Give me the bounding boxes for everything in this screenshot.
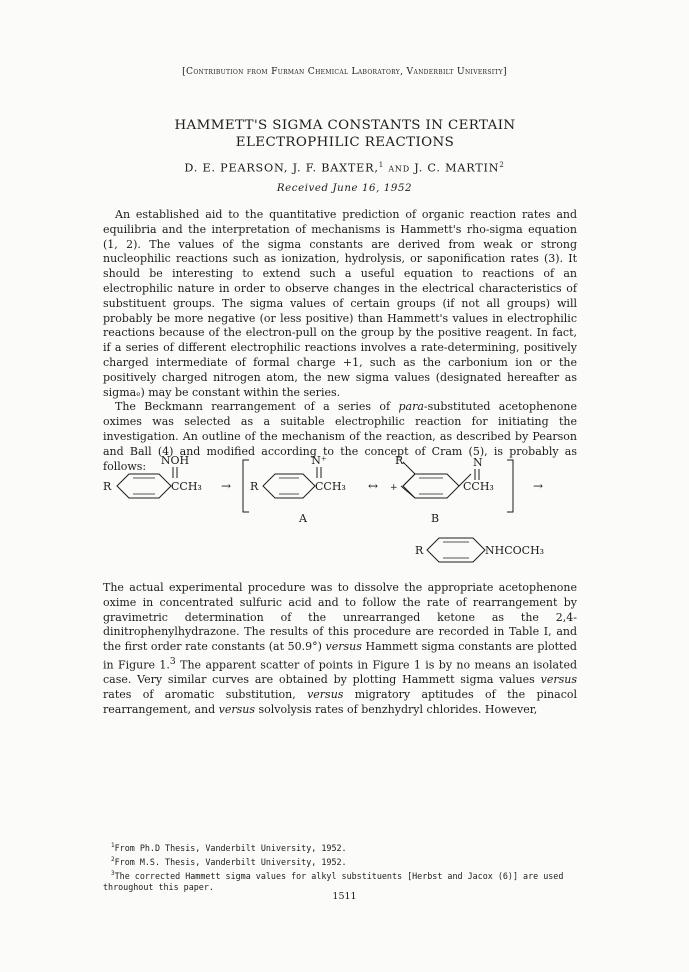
acetyl-2: CCH₃ [315,480,346,493]
benzene-ring-product [427,538,485,562]
paragraph-intro: An established aid to the quantitative prediction of organic reaction rates and equilibria and the interpretation of mechanisms is Hammett's rho-sigma equation (1, 2). The values of the sigma constants are derived from weak or strong nucleophilic reactions such as ionization, hydrolysis, or saponification rates (3). It should be interesting to extend such a useful equation to reactions of an electrophilic nature in order to observe changes in the electrical characteristics of substituent groups. The sigma values of certain groups (if not all groups) will probably be more negative (or less positive) than Hammett's values in electrophilic reactions because of the electron-pull on the group by the positive reagent. In fact, if a series of different electrophilic reactions involves a rate-determining, positively charged intermediate of formal charge +1, such as the carbonium ion or the positively charged nitrogen atom, the new sigma values (designated hereafter as sigmaₑ) may be constant within the series. [103,208,577,399]
paragraph-beckmann: The Beckmann rearrangement of a series of para-substituted acetophenone oximes was selected as a suitable electrophilic reaction for initiating the investigation. An outline of the mechanism of the reaction, as described by Pearson and Ball (4) and modified according to the concept of Cram (5), is probably as follows: [103,400,577,473]
title-line-2: ELECTROPHILIC REACTIONS [235,135,455,150]
nitrogen-b: N [473,456,483,469]
resonance-arrow: ↔ [368,479,379,493]
title-line-1: HAMMETT'S SIGMA CONSTANTS IN CERTAIN [174,118,516,133]
r-group-1: R [103,480,112,493]
article-title [110,117,580,151]
reaction-arrow-2: → [533,479,544,493]
footnote-3: $^3$The corrected Hammett sigma values for alkyl substituents [Herbst and Jacox (6)] are used throughout this paper. [103,870,564,892]
author-names: D. E. PEARSON, J. F. BAXTER, [184,161,379,175]
body-text-bottom [103,581,577,718]
reaction-scheme [103,452,583,582]
r-group-4: R [415,544,424,557]
intermediate-a-label: A [299,512,307,525]
author-conjunction: and [388,161,410,175]
n-plus-label: N⁺ [311,454,327,467]
footnotes [103,840,577,893]
received-date: Received June 16, 1952 [276,183,413,194]
intermediate-b-label: B [431,512,440,525]
acetanilide-group: NHCOCH₃ [485,544,545,557]
institution-text: Contribution from Furman Chemical Laboratory, Vanderbilt University [186,66,503,77]
r-group-3: R [395,454,404,467]
paragraph-experimental: The actual experimental procedure was to dissolve the appropriate acetophenone oxime in concentrated sulfuric acid and to follow the rate of rearrangement by gravimetric determination of the unrearranged ketone as the 2,4-dinitrophenylhydrazone. The results of this procedure are recorded in Table I, and the first order rate constants (at 50.9°) versus Hammett sigma constants are plotted in Figure 1.$^3$ The apparent scatter of points in Figure 1 is by no means an isolated case. Very similar curves are obtained by plotting Hammett sigma values versus rates of aromatic substitution, versus migratory aptitudes of the pinacol rearrangement, and versus solvolysis rates of benzhydryl chlorides. However, [103,581,577,717]
institution-header: [Contribution from Furman Chemical Laboratory, Vanderbilt University] [182,66,507,77]
footnote-2: $^2$From M.S. Thesis, Vanderbilt University, 1952. [111,856,347,867]
noh-label: NOH [160,454,190,467]
reaction-arrow-1: → [221,479,232,493]
author-name-last: J. C. MARTIN [414,161,500,175]
page-number: 1511 [332,891,357,902]
acetyl-1: CCH₃ [171,480,202,493]
plus-charge: + [390,483,398,493]
footnote-1: $^1$From Ph.D Thesis, Vanderbilt University, 1952. [111,842,347,853]
acetyl-3: CCH₃ [463,480,494,493]
body-text-top [103,208,577,474]
r-group-2: R [250,480,259,493]
author-line: D. E. PEARSON, J. F. BAXTER,$^1$ and J. C. MARTIN$^2$ [184,161,505,175]
